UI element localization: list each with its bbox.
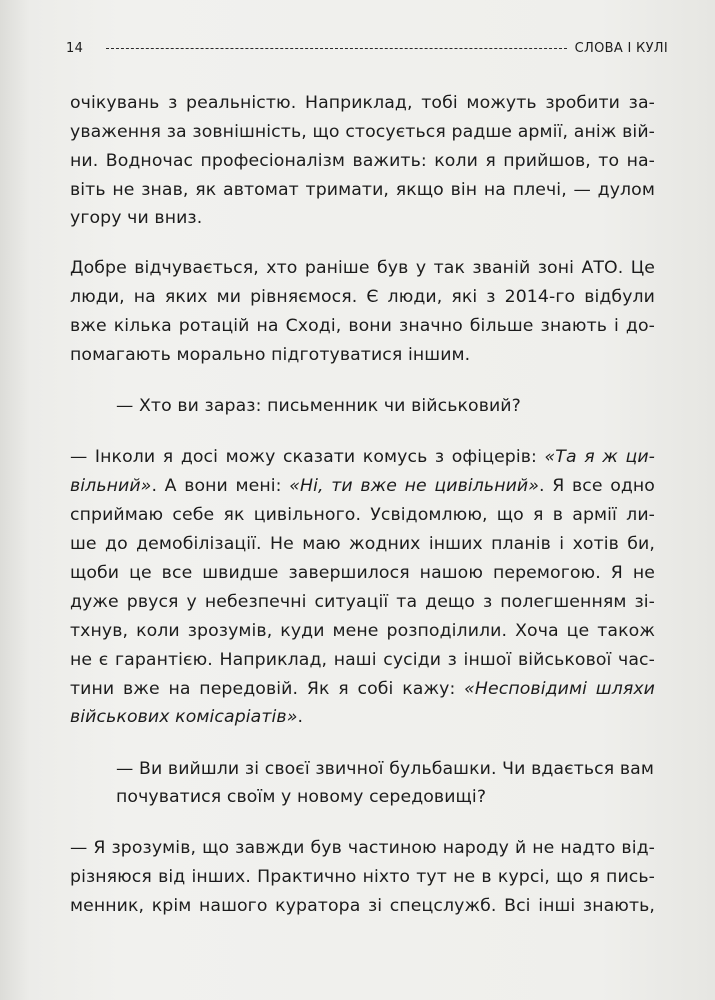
- text-line: — Інколи я досі можу сказати комусь з офіцерів: «Та я ж ци-: [70, 447, 655, 467]
- page-number: 14: [66, 40, 84, 56]
- text-line: люди, на яких ми рівняємося. Є люди, які з 2014-го відбули: [70, 287, 655, 307]
- text-line: тхнув, коли зрозумів, куди мене розподілили. Хоча це також: [70, 621, 655, 641]
- text-line: очікувань з реальністю. Наприклад, тобі можуть зробити за-: [70, 93, 655, 113]
- text-line: різняюся від інших. Практично ніхто тут не в курсі, що я пись-: [70, 867, 655, 887]
- text-line: тини вже на передовій. Як я собі кажу: «Несповідимі шляхи: [70, 679, 655, 699]
- text-line: не є гарантією. Наприклад, наші сусіди з іншої військової час-: [70, 650, 655, 670]
- text-line: військових комісаріатів».: [70, 707, 304, 727]
- text-line: щоби це все швидше завершилося нашою перемогою. Я не: [70, 563, 655, 583]
- running-header: [66, 38, 668, 58]
- text-line: вільний». А вони мені: «Ні, ти вже не цивільний». Я все одно: [70, 476, 655, 496]
- text-line: віть не знав, як автомат тримати, якщо він на плечі, — дулом: [70, 180, 655, 200]
- text-line: — Я зрозумів, що завжди був частиною народу й не надто від-: [70, 838, 655, 858]
- text-line: ше до демобілізації. Не маю жодних інших планів і хотів би,: [70, 534, 655, 554]
- interview-question: почуватися своїм у новому середовищі?: [116, 787, 487, 807]
- text-line: сприймаю себе як цивільного. Усвідомлюю, що я в армії ли-: [70, 505, 655, 525]
- text-line: менник, крім нашого куратора зі спецслужб. Всі інші знають,: [70, 896, 655, 916]
- text-line: ни. Водночас професіоналізм важить: коли я прийшов, то на-: [70, 151, 655, 171]
- text-line: дуже рвуся у небезпечні ситуації та дещо з полегшенням зі-: [70, 592, 655, 612]
- interview-question: — Хто ви зараз: письменник чи військовий?: [116, 396, 521, 416]
- running-title: СЛОВА І КУЛІ: [574, 40, 668, 56]
- interview-question: — Ви вийшли зі своєї звичної бульбашки. Чи вдається вам: [116, 759, 654, 779]
- text-line: Добре відчувається, хто раніше був у так званій зоні АТО. Це: [70, 258, 655, 278]
- text-line: угору чи вниз.: [70, 208, 203, 228]
- text-line: уваження за зовнішність, що стосується радше армії, аніж вій-: [70, 122, 655, 142]
- header-dashed-rule: [106, 48, 567, 49]
- text-line: вже кілька ротацій на Сході, вони значно більше знають і до-: [70, 316, 655, 336]
- text-line: помагають морально підготуватися іншим.: [70, 345, 471, 365]
